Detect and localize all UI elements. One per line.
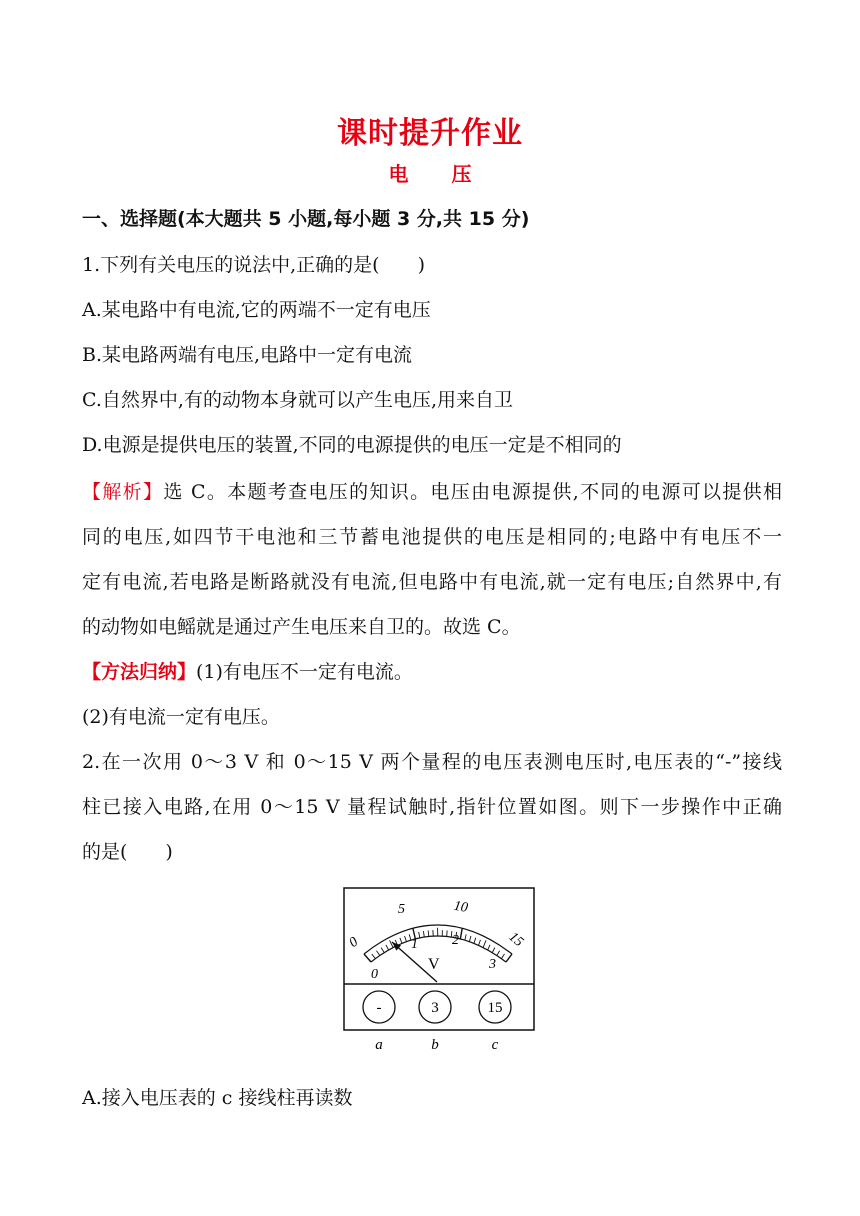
dial-minor-tick	[428, 930, 429, 936]
analysis-line-3: 定有电流,若电路是断路就没有电流,但电路中有电流,就一定有电压;自然界中,有	[82, 571, 782, 593]
dial-major-tick	[460, 928, 462, 939]
method-text-1: (1)有电压不一定有电流。	[196, 661, 413, 683]
analysis-line-1	[82, 477, 782, 504]
question-1-option-b: B.某电路两端有电压,电路中一定有电流	[82, 344, 413, 366]
question-1-option-c: C.自然界中,有的动物本身就可以产生电压,用来自卫	[82, 389, 513, 411]
method-line-2: (2)有电流一定有电压。	[82, 706, 280, 728]
scale-inner-2: 2	[452, 933, 459, 948]
dial-major-tick	[364, 954, 371, 962]
scale-inner-1: 1	[411, 937, 418, 952]
dial-minor-tick	[497, 951, 500, 956]
unit-label: V	[428, 956, 440, 973]
terminal-letter-a: a	[375, 1037, 383, 1053]
question-2-stem-2: 柱已接入电路,在用 0～15 V 量程试触时,指针位置如图。则下一步操作中正确	[82, 796, 782, 818]
question-2-stem-3: 的是( )	[82, 841, 173, 863]
dial-minor-tick	[419, 932, 420, 938]
voltmeter-figure	[340, 886, 540, 1056]
dial-major-tick	[506, 954, 512, 962]
dial-minor-tick	[501, 954, 504, 959]
dial-minor-tick	[423, 931, 424, 937]
dial-minor-tick	[465, 934, 466, 940]
dial-minor-tick	[469, 936, 471, 942]
dial-minor-tick	[390, 940, 394, 947]
terminal-label-3: 3	[431, 1000, 439, 1016]
terminal-label-minus: -	[376, 1000, 382, 1016]
analysis-line-2: 同的电压,如四节干电池和三节蓄电池提供的电压是相同的;电路中有电压不一	[82, 526, 782, 548]
dial-minor-tick	[405, 936, 407, 942]
scale-inner-0: 0	[371, 967, 378, 982]
dial-minor-tick	[488, 945, 490, 950]
scale-outer-10: 10	[452, 898, 469, 916]
dial-minor-tick	[400, 938, 402, 944]
dial-minor-tick	[479, 940, 481, 945]
page-subtitle: 电 压	[388, 162, 472, 186]
dial-minor-tick	[381, 948, 384, 953]
question-2-stem-1: 2.在一次用 0～3 V 和 0～15 V 两个量程的电压表测电压时,电压表的“-”接线	[82, 751, 782, 773]
dial-minor-tick	[492, 948, 495, 953]
dial-minor-tick	[372, 954, 376, 959]
question-1-option-a: A.某电路中有电流,它的两端不一定有电压	[82, 299, 431, 321]
scale-outer-0: 0	[346, 934, 362, 951]
scale-inner-3: 3	[489, 957, 496, 972]
question-1-option-d: D.电源是提供电压的装置,不同的电源提供的电压一定是不相同的	[82, 434, 622, 456]
method-line-1	[82, 657, 782, 684]
scale-outer-15: 15	[505, 929, 526, 951]
terminal-letter-b: b	[431, 1037, 439, 1053]
question-1-stem: 1.下列有关电压的说法中,正确的是( )	[82, 254, 425, 276]
method-tag: 【方法归纳】	[82, 661, 197, 683]
dial-minor-tick	[386, 945, 389, 950]
dial-minor-tick	[376, 951, 379, 956]
terminal-label-15: 15	[487, 1000, 503, 1016]
terminal-letter-c: c	[491, 1037, 499, 1053]
page-title: 课时提升作业	[337, 116, 523, 151]
analysis-line-4: 的动物如电鳐就是通过产生电压来自卫的。故选 C。	[82, 616, 521, 638]
analysis-text-1: 选 C。本题考查电压的知识。电压由电源提供,不同的电源可以提供相	[163, 481, 782, 503]
analysis-tag: 【解析】	[82, 481, 164, 503]
dial-minor-tick	[474, 938, 476, 944]
dial-minor-tick	[483, 940, 486, 947]
question-2-option-a: A.接入电压表的 c 接线柱再读数	[82, 1087, 353, 1109]
section-heading: 一、选择题(本大题共 5 小题,每小题 3 分,共 15 分)	[82, 208, 530, 230]
scale-outer-5: 5	[398, 902, 405, 917]
